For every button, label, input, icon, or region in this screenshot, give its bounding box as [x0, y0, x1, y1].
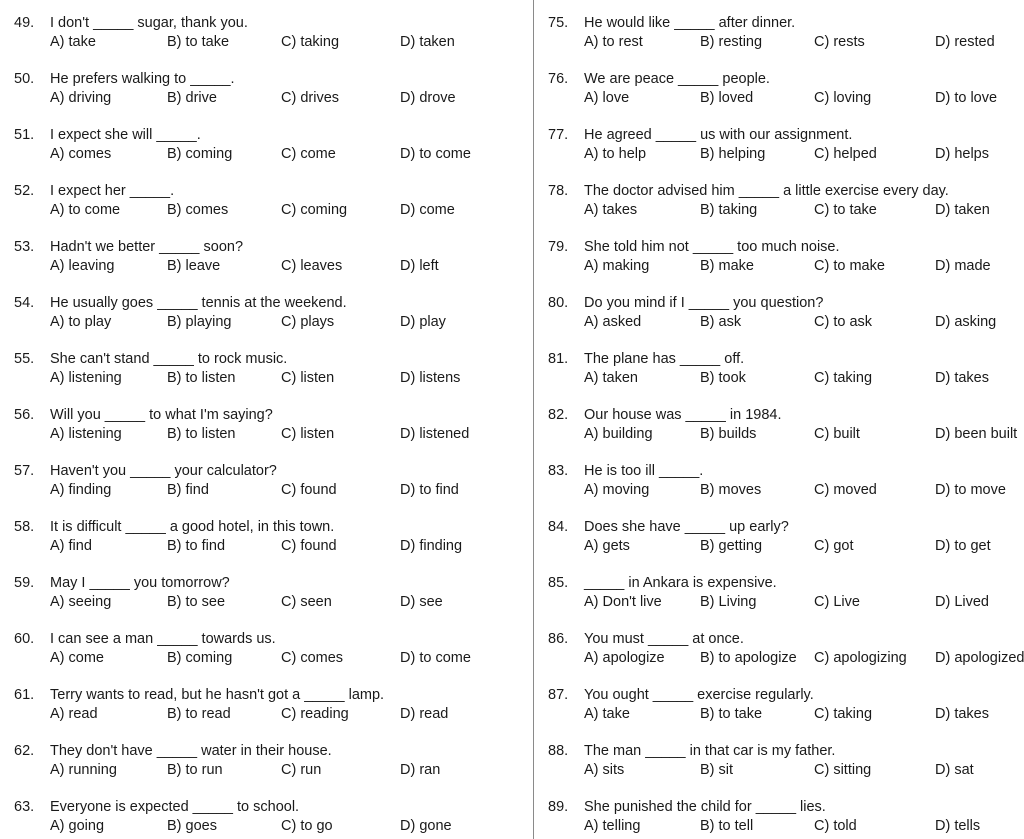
option-c: C) taking — [814, 370, 873, 386]
option-a: A) love — [584, 90, 630, 106]
option-a: A) apologize — [584, 650, 665, 666]
option-a: A) read — [50, 706, 98, 722]
question-text: We are peace _____ people. — [584, 71, 770, 87]
question-item — [548, 405, 1024, 447]
option-d: D) apologized — [935, 650, 1024, 666]
option-c: C) to ask — [814, 314, 873, 330]
option-a: A) driving — [50, 90, 112, 106]
option-a: A) find — [50, 538, 92, 554]
question-text: Does she have _____ up early? — [584, 519, 789, 535]
question-line — [548, 461, 703, 481]
option-b: B) ask — [700, 314, 742, 330]
option-a: A) seeing — [50, 594, 112, 610]
option-c: C) loving — [814, 90, 872, 106]
option-b: B) to see — [167, 594, 226, 610]
question-item — [548, 741, 1024, 783]
question-item — [14, 349, 524, 391]
option-d: D) to come — [400, 146, 471, 162]
question-line — [548, 405, 782, 425]
question-item — [14, 573, 524, 615]
option-c: C) plays — [281, 314, 335, 330]
question-number: 58. — [14, 519, 35, 535]
option-c: C) taking — [814, 706, 873, 722]
option-c: C) taking — [281, 34, 340, 50]
question-text: It is difficult _____ a good hotel, in this town. — [50, 519, 335, 535]
option-a: A) listening — [50, 370, 122, 386]
option-d: D) takes — [935, 706, 989, 722]
option-d: D) see — [400, 594, 443, 610]
option-b: B) find — [167, 482, 209, 498]
question-number: 80. — [548, 295, 569, 311]
option-d: D) gone — [400, 818, 452, 834]
option-b: B) to apologize — [700, 650, 797, 666]
question-item — [548, 13, 1024, 55]
question-line — [548, 349, 744, 369]
column-divider — [533, 0, 534, 839]
option-b: B) builds — [700, 426, 757, 442]
option-a: A) asked — [584, 314, 642, 330]
question-line — [548, 125, 852, 145]
question-text: Everyone is expected _____ to school. — [50, 799, 300, 815]
question-number: 53. — [14, 239, 35, 255]
option-d: D) made — [935, 258, 991, 274]
question-text: I can see a man _____ towards us. — [50, 631, 276, 647]
question-number: 54. — [14, 295, 35, 311]
question-text: Will you _____ to what I'm saying? — [50, 407, 273, 423]
option-b: B) to tell — [700, 818, 754, 834]
question-line — [548, 573, 777, 593]
option-a: A) listening — [50, 426, 122, 442]
question-text: He is too ill _____. — [584, 463, 704, 479]
question-line — [14, 461, 277, 481]
option-d: D) listens — [400, 370, 461, 386]
question-text: Hadn't we better _____ soon? — [50, 239, 244, 255]
question-line — [14, 181, 174, 201]
question-number: 87. — [548, 687, 569, 703]
question-number: 78. — [548, 183, 569, 199]
question-item — [548, 293, 1024, 335]
option-a: A) finding — [50, 482, 112, 498]
question-text: He usually goes _____ tennis at the weekend. — [50, 295, 347, 311]
question-line — [14, 125, 201, 145]
option-a: A) to help — [584, 146, 647, 162]
option-c: C) seen — [281, 594, 332, 610]
question-line — [548, 293, 823, 313]
question-text: He would like _____ after dinner. — [584, 15, 796, 31]
question-line — [14, 797, 299, 817]
question-line — [14, 13, 248, 33]
option-a: A) gets — [584, 538, 630, 554]
option-c: C) listen — [281, 370, 335, 386]
question-line — [548, 13, 795, 33]
option-d: D) to come — [400, 650, 471, 666]
option-c: C) comes — [281, 650, 344, 666]
question-number: 75. — [548, 15, 569, 31]
question-text: He prefers walking to _____. — [50, 71, 235, 87]
question-line — [548, 629, 744, 649]
option-b: B) goes — [167, 818, 217, 834]
option-c: C) got — [814, 538, 854, 554]
right-column — [548, 0, 1024, 839]
option-c: C) found — [281, 538, 337, 554]
option-a: A) take — [584, 706, 630, 722]
question-text: Do you mind if I _____ you question? — [584, 295, 824, 311]
question-number: 86. — [548, 631, 569, 647]
option-b: B) playing — [167, 314, 232, 330]
question-item — [14, 125, 524, 167]
question-text: The doctor advised him _____ a little exercise every day. — [584, 183, 949, 199]
question-item — [548, 461, 1024, 503]
question-number: 51. — [14, 127, 35, 143]
question-number: 60. — [14, 631, 35, 647]
question-item — [14, 13, 524, 55]
option-a: A) takes — [584, 202, 638, 218]
option-b: B) coming — [167, 650, 233, 666]
question-text: Haven't you _____ your calculator? — [50, 463, 277, 479]
option-a: A) running — [50, 762, 117, 778]
question-text: Our house was _____ in 1984. — [584, 407, 782, 423]
question-item — [548, 685, 1024, 727]
option-b: B) coming — [167, 146, 233, 162]
option-d: D) come — [400, 202, 455, 218]
question-text: She punished the child for _____ lies. — [584, 799, 826, 815]
question-item — [14, 629, 524, 671]
option-a: A) comes — [50, 146, 112, 162]
option-b: B) moves — [700, 482, 762, 498]
option-a: A) take — [50, 34, 96, 50]
option-b: B) to find — [167, 538, 226, 554]
option-a: A) sits — [584, 762, 625, 778]
option-c: C) rests — [814, 34, 865, 50]
question-item — [548, 181, 1024, 223]
option-c: C) built — [814, 426, 860, 442]
question-item — [14, 405, 524, 447]
option-d: D) been built — [935, 426, 1018, 442]
question-item — [548, 69, 1024, 111]
option-d: D) ran — [400, 762, 441, 778]
question-text: The plane has _____ off. — [584, 351, 745, 367]
option-d: D) tells — [935, 818, 981, 834]
option-a: A) taken — [584, 370, 638, 386]
option-d: D) asking — [935, 314, 997, 330]
question-line — [548, 685, 814, 705]
option-b: B) resting — [700, 34, 763, 50]
option-c: C) to go — [281, 818, 333, 834]
question-item — [548, 573, 1024, 615]
option-c: C) listen — [281, 426, 335, 442]
question-number: 63. — [14, 799, 35, 815]
option-c: C) Live — [814, 594, 860, 610]
question-item — [548, 629, 1024, 671]
option-d: D) drove — [400, 90, 456, 106]
option-c: C) to take — [814, 202, 877, 218]
left-column — [14, 0, 524, 839]
question-line — [14, 629, 276, 649]
option-b: B) loved — [700, 90, 754, 106]
question-line — [548, 181, 949, 201]
option-b: B) drive — [167, 90, 217, 106]
question-number: 77. — [548, 127, 569, 143]
option-b: B) took — [700, 370, 746, 386]
question-number: 52. — [14, 183, 35, 199]
question-item — [14, 181, 524, 223]
option-d: D) to move — [935, 482, 1006, 498]
option-d: D) taken — [935, 202, 990, 218]
option-d: D) Lived — [935, 594, 989, 610]
option-d: D) to get — [935, 538, 991, 554]
option-d: D) read — [400, 706, 449, 722]
option-d: D) play — [400, 314, 446, 330]
option-c: C) sitting — [814, 762, 872, 778]
question-line — [14, 517, 334, 537]
option-b: B) make — [700, 258, 754, 274]
option-a: A) building — [584, 426, 653, 442]
option-a: A) going — [50, 818, 105, 834]
option-c: C) told — [814, 818, 857, 834]
question-number: 81. — [548, 351, 569, 367]
option-a: A) leaving — [50, 258, 115, 274]
option-d: D) to find — [400, 482, 459, 498]
option-c: C) come — [281, 146, 336, 162]
option-b: B) comes — [167, 202, 229, 218]
question-number: 50. — [14, 71, 35, 87]
option-d: D) to love — [935, 90, 998, 106]
option-a: A) to play — [50, 314, 112, 330]
option-a: A) making — [584, 258, 650, 274]
option-b: B) getting — [700, 538, 763, 554]
question-item — [14, 237, 524, 279]
option-b: B) Living — [700, 594, 757, 610]
option-a: A) to rest — [584, 34, 643, 50]
option-b: B) to listen — [167, 370, 236, 386]
option-a: A) Don't live — [584, 594, 662, 610]
question-item — [14, 797, 524, 839]
question-item — [14, 741, 524, 783]
option-c: C) moved — [814, 482, 877, 498]
question-text: I expect she will _____. — [50, 127, 201, 143]
option-d: D) taken — [400, 34, 455, 50]
option-c: C) reading — [281, 706, 349, 722]
option-c: C) helped — [814, 146, 877, 162]
question-line — [548, 517, 789, 537]
question-number: 83. — [548, 463, 569, 479]
question-line — [14, 685, 384, 705]
question-text: May I _____ you tomorrow? — [50, 575, 230, 591]
question-number: 49. — [14, 15, 35, 31]
option-b: B) taking — [700, 202, 758, 218]
question-number: 89. — [548, 799, 569, 815]
option-d: D) listened — [400, 426, 470, 442]
question-text: I expect her _____. — [50, 183, 175, 199]
question-number: 62. — [14, 743, 35, 759]
question-number: 55. — [14, 351, 35, 367]
question-item — [14, 685, 524, 727]
option-d: D) sat — [935, 762, 974, 778]
option-a: A) to come — [50, 202, 121, 218]
option-c: C) apologizing — [814, 650, 907, 666]
question-text: You must _____ at once. — [584, 631, 744, 647]
question-number: 76. — [548, 71, 569, 87]
question-line — [14, 573, 230, 593]
question-number: 79. — [548, 239, 569, 255]
option-a: A) come — [50, 650, 104, 666]
option-d: D) left — [400, 258, 439, 274]
option-d: D) finding — [400, 538, 463, 554]
question-number: 88. — [548, 743, 569, 759]
question-item — [14, 69, 524, 111]
question-item — [548, 125, 1024, 167]
option-d: D) takes — [935, 370, 989, 386]
question-number: 57. — [14, 463, 35, 479]
option-c: C) found — [281, 482, 337, 498]
question-line — [14, 349, 287, 369]
question-line — [14, 237, 243, 257]
question-item — [548, 349, 1024, 391]
option-c: C) run — [281, 762, 322, 778]
question-item — [548, 797, 1024, 839]
question-item — [548, 237, 1024, 279]
question-number: 61. — [14, 687, 35, 703]
question-item — [14, 293, 524, 335]
option-c: C) to make — [814, 258, 885, 274]
question-item — [548, 517, 1024, 559]
question-line — [14, 741, 332, 761]
question-item — [14, 461, 524, 503]
option-c: C) coming — [281, 202, 348, 218]
question-text: You ought _____ exercise regularly. — [584, 687, 814, 703]
option-b: B) to run — [167, 762, 223, 778]
question-number: 59. — [14, 575, 35, 591]
question-number: 82. — [548, 407, 569, 423]
question-text: She told him not _____ too much noise. — [584, 239, 840, 255]
question-line — [548, 741, 835, 761]
option-b: B) to read — [167, 706, 231, 722]
question-item — [14, 517, 524, 559]
question-line — [14, 69, 235, 89]
question-line — [14, 293, 347, 313]
question-text: He agreed _____ us with our assignment. — [584, 127, 853, 143]
option-b: B) sit — [700, 762, 734, 778]
question-text: _____ in Ankara is expensive. — [584, 575, 777, 591]
question-line — [548, 69, 770, 89]
question-text: They don't have _____ water in their house. — [50, 743, 332, 759]
question-text: She can't stand _____ to rock music. — [50, 351, 288, 367]
option-c: C) drives — [281, 90, 340, 106]
option-a: A) telling — [584, 818, 641, 834]
question-number: 85. — [548, 575, 569, 591]
option-b: B) helping — [700, 146, 766, 162]
question-line — [548, 237, 840, 257]
question-number: 56. — [14, 407, 35, 423]
option-d: D) helps — [935, 146, 989, 162]
option-d: D) rested — [935, 34, 995, 50]
question-line — [548, 797, 826, 817]
option-b: B) to take — [167, 34, 230, 50]
option-a: A) moving — [584, 482, 650, 498]
question-number: 84. — [548, 519, 569, 535]
option-b: B) to listen — [167, 426, 236, 442]
question-text: The man _____ in that car is my father. — [584, 743, 836, 759]
option-b: B) to take — [700, 706, 763, 722]
option-b: B) leave — [167, 258, 221, 274]
question-text: I don't _____ sugar, thank you. — [50, 15, 248, 31]
question-text: Terry wants to read, but he hasn't got a _____ lamp. — [50, 687, 385, 703]
question-line — [14, 405, 273, 425]
option-c: C) leaves — [281, 258, 343, 274]
